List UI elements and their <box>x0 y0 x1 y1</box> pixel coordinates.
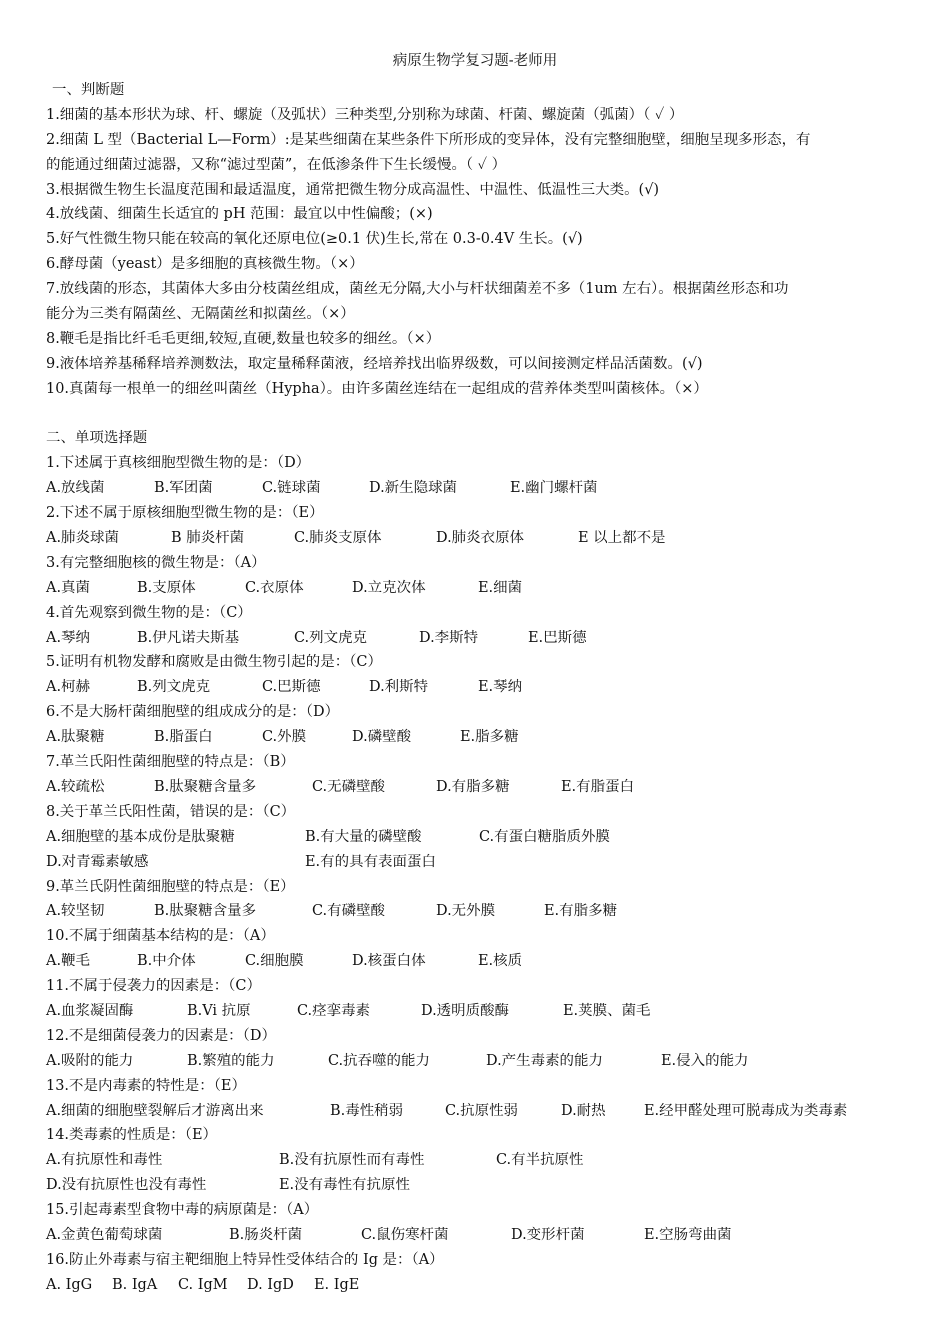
answer-option: C.巴斯德 <box>262 679 321 696</box>
answer-option: C.肺炎支原体 <box>294 530 382 547</box>
answer-option: B.毒性稍弱 <box>330 1102 404 1119</box>
true-false-item: 8.鞭毛是指比纤毛毛更细,较短,直硬,数量也较多的细丝。（×） <box>46 330 441 347</box>
answer-option: D. IgD <box>247 1276 294 1293</box>
option-row <box>46 626 906 651</box>
question-stem: 7.革兰氏阳性菌细胞壁的特点是：（B） <box>46 754 295 771</box>
answer-option: E.琴纳 <box>478 679 523 696</box>
question-stem: 3.有完整细胞核的微生物是：（A） <box>46 554 266 571</box>
answer-option: B.支原体 <box>137 579 196 596</box>
answer-option: E.空肠弯曲菌 <box>644 1226 732 1243</box>
answer-option: E. IgE <box>314 1276 360 1293</box>
answer-option: D.李斯特 <box>419 629 479 646</box>
answer-option: C.鼠伤寒杆菌 <box>361 1226 449 1243</box>
answer-option: D.产生毒素的能力 <box>486 1052 603 1069</box>
answer-option: E.没有毒性有抗原性 <box>279 1177 410 1194</box>
question-stem: 15.引起毒素型食物中毒的病原菌是：（A） <box>46 1202 319 1219</box>
answer-option: E.巴斯德 <box>528 629 587 646</box>
true-false-item: 4.放线菌、细菌生长适宜的 pH 范围：最宜以中性偏酸；(×) <box>46 206 433 223</box>
answer-option: E.幽门螺杆菌 <box>510 480 598 497</box>
answer-option: E.核质 <box>478 953 523 970</box>
question-stem: 13.不是内毒素的特性是：（E） <box>46 1077 246 1094</box>
true-false-item: 7.放线菌的形态，其菌体大多由分枝菌丝组成，菌丝无分隔,大小与杆状细菌差不多（1um 左右）。根据菌丝形态和功 <box>46 281 789 298</box>
answer-option: B.列文虎克 <box>137 679 211 696</box>
option-row <box>46 476 906 501</box>
answer-option: E.有脂多糖 <box>544 903 618 920</box>
answer-option: D.有脂多糖 <box>436 778 510 795</box>
answer-option: B.Vi 抗原 <box>187 1002 251 1019</box>
answer-option: D.新生隐球菌 <box>369 480 458 497</box>
answer-option: A.肽聚糖 <box>46 729 105 746</box>
answer-option: A.琴纳 <box>46 629 90 646</box>
answer-option: C.外膜 <box>262 729 307 746</box>
answer-option: B.有大量的磷壁酸 <box>305 828 422 845</box>
answer-option: D.变形杆菌 <box>511 1226 585 1243</box>
option-row <box>46 576 906 601</box>
true-false-item: 2.细菌 L 型（Bacterial L—Form）:是某些细菌在某些条件下所形成的变异体，没有完整细胞壁，细胞呈现多形态，有 <box>46 131 811 148</box>
option-row <box>46 725 906 750</box>
true-false-item: 10.真菌每一根单一的细丝叫菌丝（Hypha）。由许多菌丝连结在一起组成的营养体类型叫菌核体。（×） <box>46 380 708 397</box>
option-row <box>46 999 906 1024</box>
answer-option: D.立克次体 <box>352 579 426 596</box>
answer-option: E.荚膜、菌毛 <box>563 1002 651 1019</box>
answer-option: A.吸附的能力 <box>46 1052 134 1069</box>
true-false-list <box>46 103 906 402</box>
question-stem: 8.关于革兰氏阳性菌，错误的是：（C） <box>46 803 296 820</box>
answer-option: D.利斯特 <box>369 679 429 696</box>
answer-option: A.细胞壁的基本成份是肽聚糖 <box>46 828 235 845</box>
answer-option: D.透明质酸酶 <box>421 1002 510 1019</box>
answer-option: C.衣原体 <box>245 579 304 596</box>
answer-option: A. IgG <box>46 1276 93 1293</box>
answer-option: D.肺炎衣原体 <box>436 530 525 547</box>
answer-option: B.中介体 <box>137 953 196 970</box>
answer-option: B.繁殖的能力 <box>187 1052 275 1069</box>
question-stem: 5.证明有机物发酵和腐败是由微生物引起的是：（C） <box>46 654 382 671</box>
true-false-item: 的能通过细菌过滤器，又称“滤过型菌”，在低渗条件下生长缓慢。（ ✓ ） <box>46 156 507 173</box>
answer-option: E.脂多糖 <box>460 729 519 746</box>
answer-option: C.抗原性弱 <box>445 1102 519 1119</box>
true-false-item: 9.液体培养基稀释培养测数法，取定量稀释菌液，经培养找出临界级数，可以间接测定样品活菌数。(√) <box>46 355 703 372</box>
document-body <box>46 78 906 1298</box>
answer-option: C.列文虎克 <box>294 629 368 646</box>
answer-option: B.没有抗原性而有毒性 <box>279 1152 425 1169</box>
answer-option: D.核蛋白体 <box>352 953 426 970</box>
answer-option: A.真菌 <box>46 579 90 596</box>
question-stem: 2.下述不属于原核细胞型微生物的是：（E） <box>46 505 324 522</box>
question-stem: 16.防止外毒素与宿主靶细胞上特异性受体结合的 Ig 是：（A） <box>46 1251 444 1268</box>
answer-option: A.有抗原性和毒性 <box>46 1152 163 1169</box>
answer-option: D.磷壁酸 <box>352 729 412 746</box>
option-row <box>46 1049 906 1074</box>
option-row <box>46 1099 906 1124</box>
answer-option: E 以上都不是 <box>578 530 666 547</box>
document-title: 病原生物学复习题-老师用 <box>392 53 558 69</box>
section-heading-single-choice: 二、单项选择题 <box>46 430 148 447</box>
answer-option: E.细菌 <box>478 579 523 596</box>
answer-option: A.细菌的细胞壁裂解后才游离出来 <box>46 1102 264 1119</box>
blank-line <box>46 402 906 427</box>
section-heading-true-false: 一、判断题 <box>52 82 125 98</box>
answer-option: C.抗吞噬的能力 <box>328 1052 430 1069</box>
question-stem: 14.类毒素的性质是：（E） <box>46 1127 218 1144</box>
question-stem: 1.下述属于真核细胞型微生物的是：（D） <box>46 455 311 472</box>
option-row <box>46 526 906 551</box>
option-row <box>46 949 906 974</box>
answer-option: C.无磷壁酸 <box>312 778 386 795</box>
option-row <box>46 675 906 700</box>
answer-option: B.军团菌 <box>154 480 213 497</box>
answer-option: C.痉挛毒素 <box>297 1002 371 1019</box>
question-stem: 11.不属于侵袭力的因素是：（C） <box>46 978 261 995</box>
answer-option: C.有半抗原性 <box>496 1152 584 1169</box>
answer-option: A.血浆凝固酶 <box>46 1002 134 1019</box>
answer-option: E.有的具有表面蛋白 <box>305 853 436 870</box>
option-row <box>46 1173 906 1198</box>
answer-option: B. IgA <box>112 1276 158 1293</box>
answer-option: C. IgM <box>178 1276 228 1293</box>
true-false-item: 5.好气性微生物只能在较高的氧化还原电位(≥0.1 伏)生长,常在 0.3-0.4V 生长。(√) <box>46 231 583 248</box>
answer-option: E.侵入的能力 <box>661 1052 749 1069</box>
answer-option: B.肠炎杆菌 <box>229 1226 303 1243</box>
answer-option: B.脂蛋白 <box>154 729 213 746</box>
answer-option: A.较坚韧 <box>46 903 105 920</box>
question-stem: 10.不属于细菌基本结构的是：（A） <box>46 928 275 945</box>
answer-option: D.无外膜 <box>436 903 496 920</box>
option-row <box>46 850 906 875</box>
option-row <box>46 1148 906 1173</box>
answer-option: A.放线菌 <box>46 480 105 497</box>
question-stem: 4.首先观察到微生物的是：（C） <box>46 604 252 621</box>
question-stem: 9.革兰氏阴性菌细胞壁的特点是：（E） <box>46 878 295 895</box>
answer-option: C.链球菌 <box>262 480 321 497</box>
answer-option: B.肽聚糖含量多 <box>154 903 257 920</box>
true-false-item: 3.根据微生物生长温度范围和最适温度，通常把微生物分成高温性、中温性、低温性三大类。(√) <box>46 181 660 198</box>
option-row <box>46 775 906 800</box>
answer-option: A.鞭毛 <box>46 953 90 970</box>
answer-option: C.细胞膜 <box>245 953 304 970</box>
answer-option: D.没有抗原性也没有毒性 <box>46 1177 207 1194</box>
single-choice-list <box>46 451 906 1297</box>
answer-option: A.较疏松 <box>46 778 105 795</box>
true-false-item: 能分为三类有隔菌丝、无隔菌丝和拟菌丝。（×） <box>46 306 355 323</box>
answer-option: C.有磷壁酸 <box>312 903 386 920</box>
answer-option: A.柯赫 <box>46 679 90 696</box>
question-stem: 6.不是大肠杆菌细胞壁的组成成分的是：（D） <box>46 704 340 721</box>
question-stem: 12.不是细菌侵袭力的因素是：（D） <box>46 1027 276 1044</box>
option-row <box>46 825 906 850</box>
true-false-item: 1.细菌的基本形状为球、杆、螺旋（及弧状）三种类型,分别称为球菌、杆菌、螺旋菌（弧菌）（ ✓ ） <box>46 106 684 123</box>
answer-option: C.有蛋白糖脂质外膜 <box>479 828 610 845</box>
answer-option: B.伊凡诺夫斯基 <box>137 629 240 646</box>
answer-option: B.肽聚糖含量多 <box>154 778 257 795</box>
option-row <box>46 1273 906 1298</box>
answer-option: E.有脂蛋白 <box>561 778 635 795</box>
answer-option: B 肺炎杆菌 <box>171 530 245 547</box>
true-false-item: 6.酵母菌（yeast）是多细胞的真核微生物。（×） <box>46 256 364 273</box>
answer-option: D.对青霉素敏感 <box>46 853 149 870</box>
answer-option: D.耐热 <box>561 1102 606 1119</box>
answer-option: A.金黄色葡萄球菌 <box>46 1226 163 1243</box>
answer-option: A.肺炎球菌 <box>46 530 119 547</box>
option-row <box>46 1223 906 1248</box>
option-row <box>46 899 906 924</box>
answer-option: E.经甲醛处理可脱毒成为类毒素 <box>644 1102 848 1119</box>
